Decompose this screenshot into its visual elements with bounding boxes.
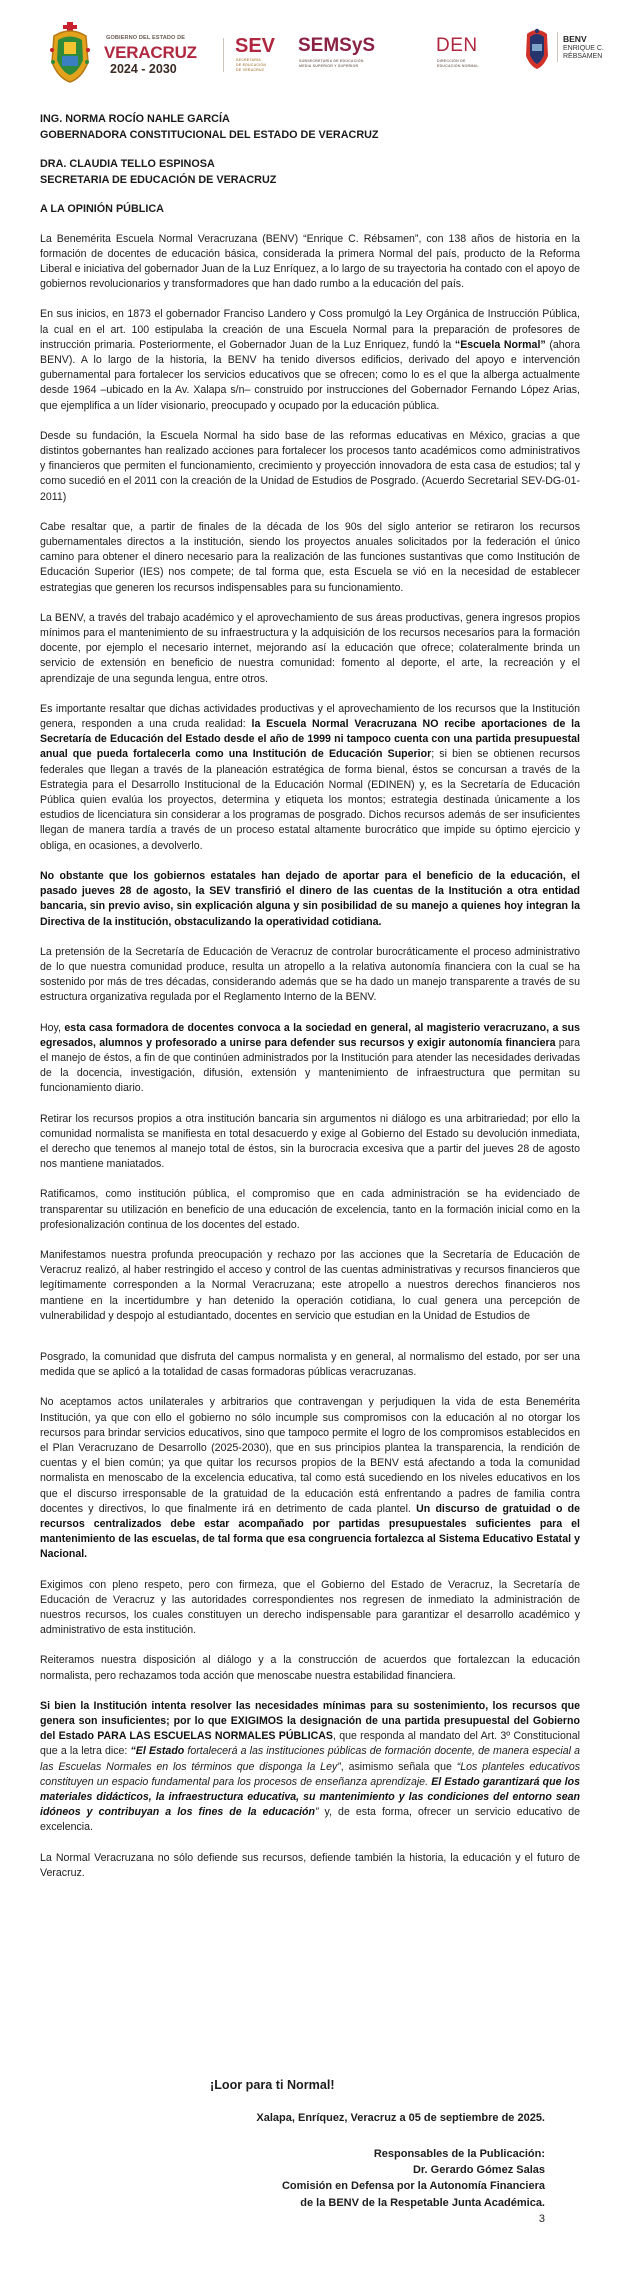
paragraph-text: y, de esta forma, ofrecer un servicio educativo de excelencia. — [40, 1806, 580, 1834]
benv-logo-line2: RÉBSAMEN — [563, 53, 603, 60]
paragraph-text: La pretensión de la Secretaría de Educación de Veracruz de controlar burocráticamente el proceso administrativo de lo que nuestra comunidad produce, resulta un atropello a la relativa autonomía financiera con la cual se ha sostenido por más de tres décadas, considerando además que se ha dado un manejo transparente a través de su estructura organizativa regulada por el Reglamento Interno de la BENV. — [40, 945, 580, 1004]
signer-line: de la BENV de la Respetable Junta Académica. — [300, 2196, 545, 2209]
body-paragraph — [40, 520, 580, 596]
den-logo-acronym: DEN — [436, 35, 478, 56]
benv-divider — [557, 32, 558, 62]
emphasized-text: la Escuela Normal Veracruzana NO recibe aportaciones de la Secretaría de Educación del Estado desde el año de 1999 ni tampoco cuenta con una partida presupuestal anual que pueda fortalecerla como una Institución de Educación Superior — [40, 718, 580, 761]
paragraphs — [40, 232, 580, 1881]
sev-logo-acronym: SEV — [235, 35, 276, 57]
paragraph-text: Manifestamos nuestra profunda preocupación y rechazo por las acciones que la Secretaría de Educación de Veracruz realizó, al haber restringido el acceso y control de las cuentas administrativas y recursos financieros que legítimamente corresponden a la Normal Veracruzana; este atropello a nuestros derechos financieros nos mantiene en la incertidumbre y han detenido la operación cotidiana, lo cual genera una percepción de vulnerabilidad y despojo al estudiantado, docentes en servicio que estudian en la Unidad de Estudios de — [40, 1248, 580, 1322]
place-and-date: Xalapa, Enríquez, Veracruz a 05 de septiembre de 2025. — [256, 2112, 545, 2124]
logo-divider — [223, 38, 224, 72]
sev-logo-line2: DE EDUCACIÓN — [236, 63, 267, 67]
veracruz-coat-of-arms-icon — [48, 22, 92, 86]
veracruz-logo-name: VERACRUZ — [104, 43, 197, 62]
paragraph-text: Posgrado, la comunidad que disfruta del campus normalista y en general, al normalismo del estado, por ser una medida que se aplicó a la totalidad de casas formadoras públicas veracruzanas. — [40, 1350, 580, 1379]
semsys-logo-line2: MEDIA SUPERIOR Y SUPERIOR — [299, 64, 359, 68]
paragraph-text: Hoy, — [40, 1021, 65, 1034]
addressee-name: ING. NORMA ROCÍO NAHLE GARCÍA — [40, 113, 230, 125]
paragraph-text: Ratificamos, como institución pública, el compromiso que en cada administración se ha evidenciado de transparentar su utilización en beneficio de una educación de excelencia, tanto en la formación inicial como en la profesionalización continua de los docentes del estado. — [40, 1188, 580, 1231]
paragraph-text: La BENV, a través del trabajo académico y el aprovechamiento de sus áreas productivas, genera ingresos propios mínimos para el mantenimiento de su infraestructura y la adquisición de los recursos necesarios para la formación docente, por ejemplo el necesario internet, mejorando así la educación que ofrece; colateralmente brinda un servicio de extensión en beneficio de nuestra comunidad: fomento al deporte, el arte, la recreación y el aprendizaje de una segunda lengua, entre otros. — [40, 611, 580, 685]
emphasized-text: esta casa formadora de docentes convoca a la sociedad en general, al magisterio veracruzano, a sus egresados, alumnos y profesorado a unirse para defender sus recursos y exigir autonomía financiera — [40, 1021, 580, 1049]
page-number: 3 — [538, 2213, 545, 2225]
body-paragraph — [40, 307, 580, 413]
emphasized-text: “Escuela Normal” — [454, 338, 546, 351]
paragraph-text: La Benemérita Escuela Normal Veracruzana (BENV) “Enrique C. Rébsamen”, con 138 años de historia en la formación de docentes de educación básica, considerada la primera Normal del país, producto de la Reforma Liberal e iniciativa del gobernador Juan de la Luz Enríquez, a lo largo de su trayectoria ha contado con el apoyo de gobiernos revolucionarios y transformadores que han dado rumbo a la educación del país. — [40, 232, 580, 291]
paragraph-text: Es importante resaltar que dichas actividades productivas y el aprovechamiento de los recursos que la Institución genera, responden a una cruda realidad: — [40, 702, 580, 731]
quoted-text: ” — [314, 1806, 319, 1819]
letterhead — [48, 22, 608, 94]
body-paragraph — [40, 1112, 580, 1173]
veracruz-logo-years: 2024 - 2030 — [110, 62, 177, 76]
paragraph-text: La Normal Veracruzana no sólo defiende sus recursos, defiende también la historia, la educación y el futuro de Veracruz. — [40, 1851, 580, 1879]
body-paragraph — [40, 1653, 580, 1683]
addressee-1 — [40, 112, 580, 143]
closing-cheer: ¡Loor para ti Normal! — [210, 2078, 335, 2092]
sev-logo-line3: DE VERACRUZ — [236, 68, 265, 72]
body-paragraph — [40, 945, 580, 1006]
paragraph-text: ; si bien se obtienen recursos federales que llegan a través de la planeación estratégica de forma bienal, éstos se concursan a través de la Estrategia para el Desarrollo Institucional de la Educación Normal (EDINEN) y, es la Secretaría de Educación Pública quien evalúa los proyectos, determina y etiqueta los montos; estrategia destinada únicamente a los estudios de licenciatura sin considerar a los programas de posgrado. Dichos recursos además de ser insuficientes llegan de manera tardía a través de un proceso estatal altamente burocrático que impide su óptimo ejercicio y obliga, en ocasiones, a devolverlo. — [40, 748, 580, 852]
body-paragraph — [40, 1248, 580, 1324]
emphasized-text: No obstante que los gobiernos estatales han dejado de aportar para el beneficio de la educación, el pasado jueves 28 de agosto, la SEV transfirió el dinero de las cuentas de la Institución a otra entidad bancaria, sin previo aviso, sin explicación alguna y sin posibilidad de su manejo a quienes hoy integran la Directiva de la institución, obstaculizando la operatividad cotidiana. — [40, 869, 580, 928]
emphasized-text: “El Estado — [130, 1745, 185, 1758]
den-logo-line2: EDUCACIÓN NORMAL — [437, 64, 479, 68]
benv-logo-line1: ENRIQUE C. — [563, 45, 604, 52]
body-paragraph — [40, 232, 580, 293]
paragraph-text: , que responda al mandato del Art. 3º Constitucional que a la letra dice: — [40, 1730, 581, 1758]
quoted-text: fortalecerá a las instituciones públicas de formación docente, de manera especial a las Escuelas Normales en los términos que disponga la Ley” — [40, 1745, 580, 1773]
body-paragraph — [40, 611, 580, 687]
body-paragraph — [40, 429, 580, 505]
body-paragraph — [40, 1851, 580, 1881]
addressee-title: GOBERNADORA CONSTITUCIONAL DEL ESTADO DE VERACRUZ — [40, 128, 379, 141]
paragraph-text: Exigimos con pleno respeto, pero con firmeza, que el Gobierno del Estado de Veracruz, la Secretaría de Educación de Veracruz y las autoridades correspondientes nos regresen de inmediato la administración de nuestros recursos, los cuales constituyen un derecho indispensable para garantizar el desarrollo académico y administrativo de esta institución. — [40, 1578, 580, 1637]
quoted-text: “Los planteles educativos constituyen un espacio fundamental para los procesos de enseñanza aprendizaje. — [40, 1760, 581, 1788]
den-logo-line1: DIRECCIÓN DE — [437, 59, 466, 63]
body-paragraph — [40, 1395, 580, 1562]
paragraph-text: Retirar los recursos propios a otra institución bancaria sin argumentos ni diálogo es una arbitrariedad; por ello la comunidad normalista se manifiesta en total desacuerdo y exige al Gobierno del Estado su devolución inmediata, el derecho que tenemos al manejo total de éstos, sin la burocracia excesiva que a partir del jueves 28 de agosto nos mantiene maniatados. — [40, 1112, 580, 1171]
signer-line: Comisión en Defensa por la Autonomía Financiera — [281, 2180, 545, 2193]
paragraph-text: para el manejo de éstos, a fin de que continúen administrados por la Institución para atender las necesidades derivadas de la docencia, investigación, difusión, extensión y mantenimiento de infraestructura que permitan su funcionamiento diario. — [40, 1036, 580, 1095]
body-paragraph — [40, 1578, 580, 1639]
semsys-logo-line1: SUBSECRETARÍA DE EDUCACIÓN — [299, 59, 364, 63]
salutation: A LA OPINIÓN PÚBLICA — [40, 203, 164, 216]
addressee-name: DRA. CLAUDIA TELLO ESPINOSA — [40, 158, 215, 171]
paragraph-text: Desde su fundación, la Escuela Normal ha sido base de las reformas educativas en México, gracias a que distintos gobernantes han realizado acciones para fortalecer los procesos tanto académicos como administrativos y financieros que permiten el funcionamiento, crecimiento y proyección innovadora de esta casa de estudios; tal y como sucedió en el 2011 con la creación de la Unidad de Estudios de Posgrado. (Acuerdo Secretarial SEV-DG-01-2011) — [40, 429, 580, 503]
signature-block — [282, 2146, 545, 2211]
paragraph-text: , asimismo señala que — [340, 1760, 457, 1773]
emphasized-text: Si bien la Institución intenta resolver las necesidades mínimas para su sostenimiento, los recursos que genera son insuficientes; por lo que EXIGIMOS la designación de una partida presupuestal del Gobierno del Estado PARA LAS ESCUELAS NORMALES PÚBLICAS — [40, 1699, 580, 1743]
veracruz-logo-top-line: GOBIERNO DEL ESTADO DE — [106, 35, 186, 41]
semsys-logo-acronym: SEMSyS — [298, 35, 376, 56]
body-paragraph — [40, 1350, 580, 1380]
sev-logo-line1: SECRETARÍA — [236, 58, 262, 62]
body-paragraph — [40, 869, 580, 930]
body-paragraph — [40, 702, 580, 854]
letter-body — [40, 112, 580, 1896]
addressee-title: SECRETARIA DE EDUCACIÓN DE VERACRUZ — [40, 173, 277, 186]
body-paragraph — [40, 1187, 580, 1233]
body-paragraph — [40, 1699, 580, 1836]
signer-line: Dr. Gerardo Gómez Salas — [412, 2164, 545, 2177]
paragraph-text: Reiteramos nuestra disposición al diálogo y a la construcción de acuerdos que fortalezcan la educación normalista, pero rechazamos toda acción que menoscabe nuestra estabilidad financiera. — [40, 1654, 580, 1682]
paragraph-text: Cabe resaltar que, a partir de finales de la década de los 90s del siglo anterior se retiraron los recursos gubernamentales directos a la institución, siendo los proyectos anuales solicitados por la federación el único camino para obtener el dinero necesario para la realización de las funciones sustantivas que como Institución de Educación Superior (IES) nos compete; de tal forma que, esta Escuela se vió en la necesidad de establecer estrategias que generen los recursos indispensables para su funcionamiento. — [40, 520, 580, 594]
signer-line: Responsables de la Publicación: — [373, 2148, 545, 2160]
body-paragraph — [40, 1021, 580, 1097]
paragraph-text: No aceptamos actos unilaterales y arbitrarios que contravengan y perjudiquen la vida de esta Benemérita Institución, ya que con ello el gobierno no sólo incumple sus compromisos con la educación al no otorgar los recursos para brindar servicios educativos, sino que tampoco permite el logro de los compromisos establecidos en el Plan Veracruzano de Desarrollo (2025-2030), que en sus principios plantea la transparencia, la rendición de cuentas y el bien común; ya que quitar los recursos propios de la BENV está afectando a toda la comunidad normalista en menoscabo de la excelencia educativa, tal como está sucediendo en los niveles educativos en los que el discurso irresponsable de la gratuidad de la educación está enfrentando a padres de familia contra docentes y directivos, lo que finalmente irá en detrimento de cada plantel. — [40, 1396, 580, 1515]
paragraph-text: (ahora BENV). A lo largo de la historia, la BENV ha tenido diversos edificios, derivado del apoyo e intervención gubernamental para fortalecer los servicios educativos que se ofrecen; como lo es el que la alberga actualmente desde 1964 –ubicado en la Av. Xalapa s/n– construido por instrucciones del Gobernador Fernando López Arias, que ejemplifica a un líder visionario, preocupado y ocupado por la educación pública. — [40, 338, 580, 412]
paragraph-text: En sus inicios, en 1873 el gobernador Franciso Landero y Coss promulgó la Ley Orgánica de Instrucción Pública, la cual en el art. 100 estipulaba la creación de una Escuela Normal para la preparación de profesores de instrucción primaria. Posteriormente, el Gobernador Juan de la Luz Enriquez, fundó la — [40, 308, 580, 351]
benv-shield-icon — [524, 26, 550, 70]
addressee-2 — [40, 157, 580, 188]
benv-logo-acronym: BENV — [563, 34, 587, 44]
emphasized-text: El Estado garantizará que los materiales didácticos, la infraestructura educativa, su mantenimiento y las condiciones del entorno sean idóneos y contribuyan a los fines de la educación — [40, 1775, 580, 1819]
emphasized-text: Un discurso de gratuidad o de recursos centralizados debe estar acompañado por partidas presupuestales suficientes para el mantenimiento de las escuelas, de tal forma que esa congruencia fortalezca al Sistema Educativo Estatal y Nacional. — [40, 1502, 581, 1561]
